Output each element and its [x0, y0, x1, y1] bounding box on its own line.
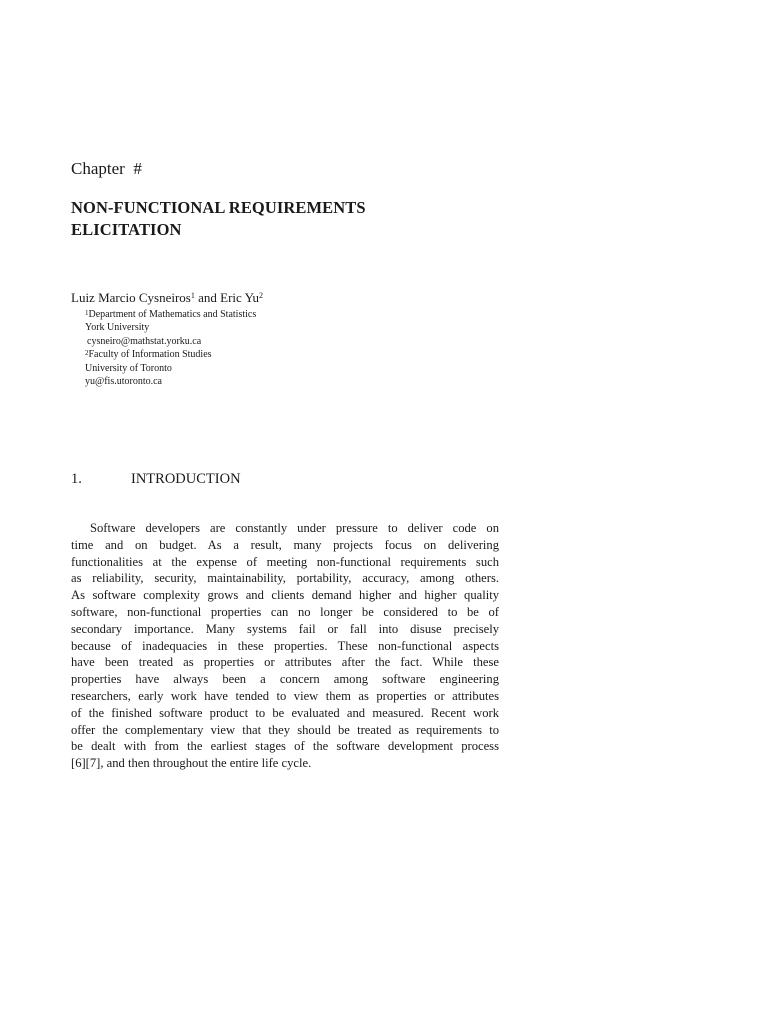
affiliation-2-mark: 2: [85, 349, 89, 358]
chapter-label: Chapter #: [71, 159, 142, 178]
paragraph-line: Software developers are constantly under pressure to deliver code on: [90, 521, 499, 535]
paragraph-line: of the finished software product to be evaluated and measured. Recent work: [71, 705, 499, 720]
paragraph-line: secondary importance. Many systems fail or fall into disuse precisely: [71, 621, 499, 636]
affiliation-2-faculty: [85, 348, 256, 361]
affiliation-1-department-text: Department of Mathematics and Statistics: [88, 309, 257, 320]
section-number: 1.: [71, 471, 82, 487]
affiliation-2-faculty-text: Faculty of Information Studies: [88, 349, 212, 361]
paragraph-line: be dealt with from the earliest stages of the software development process: [71, 739, 499, 754]
paragraph-line: [6][7], and then throughout the entire life cycle.: [71, 756, 312, 771]
paragraph-line: researchers, early work have tended to view them as properties or attributes: [71, 688, 499, 703]
chapter-title-line-1: NON-FUNCTIONAL REQUIREMENTS: [71, 198, 366, 217]
paragraph-line: software, non-functional properties can no longer be considered to be of: [71, 604, 499, 619]
section-heading: [71, 469, 241, 489]
paragraph-line: because of inadequacies in these properties. These non-functional aspects: [71, 638, 499, 653]
affiliation-1-university: York University: [85, 322, 150, 334]
paragraph-line: functionalities at the expense of meeting non-functional requirements such: [71, 554, 499, 569]
affiliation-2-university: University of Toronto: [85, 362, 172, 374]
paragraph-line: properties have always been a concern among software engineering: [71, 672, 499, 687]
author-2-name: Eric Yu: [220, 290, 260, 305]
author-line: [71, 289, 263, 307]
paragraph-line: as reliability, security, maintainability, portability, accuracy, among others.: [71, 571, 499, 586]
affiliations-block: [85, 308, 256, 388]
paragraph-line: offer the complementary view that they should be treated as requirements to: [71, 722, 499, 737]
paragraph-line: have been treated as properties or attributes after the fact. While these: [71, 655, 499, 670]
introduction-paragraph: [71, 520, 499, 772]
paragraph-line: time and on budget. As a result, many projects focus on delivering: [71, 537, 499, 552]
affiliation-2-email: yu@fis.utoronto.ca: [85, 376, 162, 388]
author-2-affiliation-mark: 2: [259, 291, 264, 300]
chapter-title-line-2: ELICITATION: [71, 220, 182, 239]
affiliation-1-department: [85, 308, 256, 321]
paragraph-line: As software complexity grows and clients demand higher and higher quality: [71, 588, 499, 603]
author-1-name: Luiz Marcio Cysneiros: [71, 290, 191, 305]
author-1-affiliation-mark: 1: [190, 291, 195, 300]
chapter-title: [71, 197, 366, 241]
author-connector: and: [194, 290, 221, 305]
section-title: INTRODUCTION: [131, 471, 241, 487]
affiliation-1-mark: 1: [85, 309, 89, 317]
affiliation-1-email: cysneiro@mathstat.yorku.ca: [87, 335, 202, 347]
